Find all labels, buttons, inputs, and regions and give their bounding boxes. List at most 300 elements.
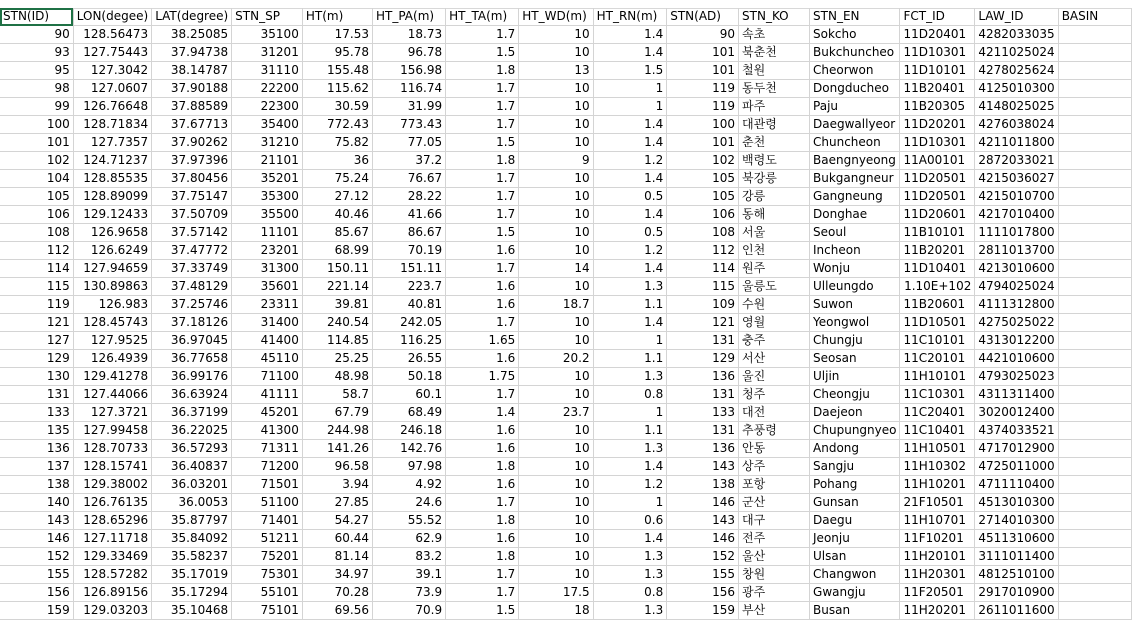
cell-stn-sp[interactable]: 23201 <box>232 242 303 260</box>
cell-stn-sp[interactable]: 31201 <box>232 44 303 62</box>
cell-law-id[interactable]: 4725011000 <box>975 458 1058 476</box>
cell-ht-pa[interactable]: 68.49 <box>372 404 445 422</box>
cell-stn-en[interactable]: Cheongju <box>810 386 900 404</box>
cell-ht-rn[interactable]: 1 <box>593 332 667 350</box>
cell-ht-wd[interactable]: 10 <box>519 116 593 134</box>
cell-stn-sp[interactable]: 51100 <box>232 494 303 512</box>
cell-ht[interactable]: 68.99 <box>302 242 372 260</box>
cell-stn-ko[interactable]: 울산 <box>739 548 810 566</box>
cell-ht-pa[interactable]: 24.6 <box>372 494 445 512</box>
cell-lat[interactable]: 35.87797 <box>152 512 232 530</box>
cell-ht[interactable]: 150.11 <box>302 260 372 278</box>
cell-stn-ad[interactable]: 108 <box>667 224 739 242</box>
cell-stn-id[interactable]: 99 <box>0 98 73 116</box>
cell-ht-pa[interactable]: 62.9 <box>372 530 445 548</box>
cell-lon[interactable]: 128.70733 <box>73 440 151 458</box>
cell-fct-id[interactable]: 11D10101 <box>900 62 975 80</box>
cell-stn-sp[interactable]: 45110 <box>232 350 303 368</box>
cell-stn-ad[interactable]: 129 <box>667 350 739 368</box>
cell-fct-id[interactable]: 11C10101 <box>900 332 975 350</box>
cell-basin[interactable] <box>1058 584 1131 602</box>
cell-ht-rn[interactable]: 0.5 <box>593 224 667 242</box>
cell-lon[interactable]: 126.9658 <box>73 224 151 242</box>
cell-ht[interactable]: 95.78 <box>302 44 372 62</box>
cell-stn-ko[interactable]: 파주 <box>739 98 810 116</box>
cell-lon[interactable]: 126.6249 <box>73 242 151 260</box>
cell-ht[interactable]: 96.58 <box>302 458 372 476</box>
cell-stn-ad[interactable]: 100 <box>667 116 739 134</box>
cell-ht-wd[interactable]: 10 <box>519 224 593 242</box>
cell-fct-id[interactable]: 11D20201 <box>900 116 975 134</box>
cell-ht[interactable]: 141.26 <box>302 440 372 458</box>
cell-ht[interactable]: 60.44 <box>302 530 372 548</box>
cell-stn-id[interactable]: 155 <box>0 566 73 584</box>
cell-ht-wd[interactable]: 9 <box>519 152 593 170</box>
cell-stn-ad[interactable]: 152 <box>667 548 739 566</box>
cell-stn-ad[interactable]: 143 <box>667 512 739 530</box>
cell-lat[interactable]: 37.80456 <box>152 170 232 188</box>
header-cell-ht-ta[interactable]: HT_TA(m) <box>446 8 519 26</box>
cell-stn-ad[interactable]: 114 <box>667 260 739 278</box>
cell-stn-sp[interactable]: 75301 <box>232 566 303 584</box>
cell-law-id[interactable]: 4313012200 <box>975 332 1058 350</box>
cell-stn-en[interactable]: Wonju <box>810 260 900 278</box>
cell-ht-wd[interactable]: 10 <box>519 80 593 98</box>
cell-lon[interactable]: 127.0607 <box>73 80 151 98</box>
cell-basin[interactable] <box>1058 332 1131 350</box>
cell-ht[interactable]: 67.79 <box>302 404 372 422</box>
cell-lon[interactable]: 126.4939 <box>73 350 151 368</box>
cell-ht-ta[interactable]: 1.7 <box>446 116 519 134</box>
cell-stn-id[interactable]: 114 <box>0 260 73 278</box>
cell-fct-id[interactable]: 11F20501 <box>900 584 975 602</box>
cell-lat[interactable]: 36.63924 <box>152 386 232 404</box>
cell-ht-ta[interactable]: 1.7 <box>446 206 519 224</box>
cell-lon[interactable]: 127.94659 <box>73 260 151 278</box>
cell-stn-sp[interactable]: 71501 <box>232 476 303 494</box>
cell-law-id[interactable]: 4215036027 <box>975 170 1058 188</box>
cell-ht[interactable]: 27.85 <box>302 494 372 512</box>
cell-stn-en[interactable]: Daegu <box>810 512 900 530</box>
cell-ht-ta[interactable]: 1.7 <box>446 566 519 584</box>
cell-stn-ad[interactable]: 155 <box>667 566 739 584</box>
cell-stn-sp[interactable]: 31210 <box>232 134 303 152</box>
cell-stn-en[interactable]: Changwon <box>810 566 900 584</box>
cell-stn-ad[interactable]: 131 <box>667 422 739 440</box>
cell-stn-sp[interactable]: 11101 <box>232 224 303 242</box>
cell-lat[interactable]: 36.97045 <box>152 332 232 350</box>
cell-ht-pa[interactable]: 41.66 <box>372 206 445 224</box>
cell-ht-rn[interactable]: 1.4 <box>593 134 667 152</box>
cell-ht-pa[interactable]: 39.1 <box>372 566 445 584</box>
cell-fct-id[interactable]: 11F10201 <box>900 530 975 548</box>
cell-stn-sp[interactable]: 22300 <box>232 98 303 116</box>
cell-stn-ko[interactable]: 북춘천 <box>739 44 810 62</box>
cell-ht-ta[interactable]: 1.6 <box>446 530 519 548</box>
cell-lat[interactable]: 35.10468 <box>152 602 232 620</box>
cell-ht-pa[interactable]: 242.05 <box>372 314 445 332</box>
cell-stn-en[interactable]: Suwon <box>810 296 900 314</box>
cell-ht-ta[interactable]: 1.5 <box>446 44 519 62</box>
cell-stn-sp[interactable]: 35300 <box>232 188 303 206</box>
cell-law-id[interactable]: 4511310600 <box>975 530 1058 548</box>
cell-stn-ad[interactable]: 138 <box>667 476 739 494</box>
cell-fct-id[interactable]: 11C10301 <box>900 386 975 404</box>
cell-ht[interactable]: 48.98 <box>302 368 372 386</box>
cell-law-id[interactable]: 1111017800 <box>975 224 1058 242</box>
cell-stn-ad[interactable]: 121 <box>667 314 739 332</box>
cell-fct-id[interactable]: 11B10101 <box>900 224 975 242</box>
header-cell-stn-en[interactable]: STN_EN <box>810 8 900 26</box>
cell-stn-id[interactable]: 90 <box>0 26 73 44</box>
cell-ht-pa[interactable]: 76.67 <box>372 170 445 188</box>
cell-lon[interactable]: 127.3042 <box>73 62 151 80</box>
cell-stn-id[interactable]: 102 <box>0 152 73 170</box>
cell-basin[interactable] <box>1058 386 1131 404</box>
cell-stn-ad[interactable]: 131 <box>667 332 739 350</box>
cell-lat[interactable]: 37.67713 <box>152 116 232 134</box>
cell-basin[interactable] <box>1058 80 1131 98</box>
cell-basin[interactable] <box>1058 422 1131 440</box>
cell-stn-sp[interactable]: 22200 <box>232 80 303 98</box>
cell-stn-sp[interactable]: 23311 <box>232 296 303 314</box>
cell-fct-id[interactable]: 11C10401 <box>900 422 975 440</box>
cell-ht-wd[interactable]: 23.7 <box>519 404 593 422</box>
cell-lon[interactable]: 127.44066 <box>73 386 151 404</box>
cell-law-id[interactable]: 4211011800 <box>975 134 1058 152</box>
cell-stn-id[interactable]: 131 <box>0 386 73 404</box>
cell-ht-rn[interactable]: 1.2 <box>593 152 667 170</box>
cell-stn-ko[interactable]: 청주 <box>739 386 810 404</box>
cell-ht-ta[interactable]: 1.7 <box>446 260 519 278</box>
cell-ht-rn[interactable]: 0.5 <box>593 188 667 206</box>
cell-ht-rn[interactable]: 0.6 <box>593 512 667 530</box>
cell-stn-en[interactable]: Daejeon <box>810 404 900 422</box>
cell-lon[interactable]: 127.9525 <box>73 332 151 350</box>
cell-basin[interactable] <box>1058 170 1131 188</box>
cell-fct-id[interactable]: 11D10301 <box>900 44 975 62</box>
cell-ht[interactable]: 40.46 <box>302 206 372 224</box>
cell-ht-ta[interactable]: 1.6 <box>446 476 519 494</box>
cell-stn-ko[interactable]: 충주 <box>739 332 810 350</box>
cell-ht-rn[interactable]: 1.4 <box>593 116 667 134</box>
cell-stn-ko[interactable]: 동해 <box>739 206 810 224</box>
cell-law-id[interactable]: 4794025024 <box>975 278 1058 296</box>
cell-stn-ad[interactable]: 119 <box>667 80 739 98</box>
cell-stn-id[interactable]: 101 <box>0 134 73 152</box>
cell-ht-pa[interactable]: 116.74 <box>372 80 445 98</box>
cell-lon[interactable]: 126.76135 <box>73 494 151 512</box>
cell-law-id[interactable]: 4211025024 <box>975 44 1058 62</box>
cell-ht-ta[interactable]: 1.7 <box>446 98 519 116</box>
cell-law-id[interactable]: 4711110400 <box>975 476 1058 494</box>
cell-law-id[interactable]: 2611011600 <box>975 602 1058 620</box>
cell-stn-en[interactable]: Seoul <box>810 224 900 242</box>
cell-lon[interactable]: 129.12433 <box>73 206 151 224</box>
cell-law-id[interactable]: 4215010700 <box>975 188 1058 206</box>
cell-ht-pa[interactable]: 18.73 <box>372 26 445 44</box>
cell-stn-ad[interactable]: 131 <box>667 386 739 404</box>
cell-stn-en[interactable]: Gangneung <box>810 188 900 206</box>
cell-basin[interactable] <box>1058 476 1131 494</box>
cell-stn-sp[interactable]: 41111 <box>232 386 303 404</box>
cell-ht[interactable]: 772.43 <box>302 116 372 134</box>
cell-ht-wd[interactable]: 10 <box>519 44 593 62</box>
cell-stn-sp[interactable]: 41300 <box>232 422 303 440</box>
cell-ht-rn[interactable]: 1.3 <box>593 548 667 566</box>
cell-ht-wd[interactable]: 10 <box>519 458 593 476</box>
cell-ht-ta[interactable]: 1.5 <box>446 134 519 152</box>
cell-ht[interactable]: 69.56 <box>302 602 372 620</box>
cell-fct-id[interactable]: 11C20101 <box>900 350 975 368</box>
cell-lon[interactable]: 126.76648 <box>73 98 151 116</box>
cell-ht-wd[interactable]: 10 <box>519 440 593 458</box>
cell-stn-sp[interactable]: 35601 <box>232 278 303 296</box>
cell-ht[interactable]: 36 <box>302 152 372 170</box>
cell-basin[interactable] <box>1058 440 1131 458</box>
cell-basin[interactable] <box>1058 404 1131 422</box>
cell-ht-ta[interactable]: 1.8 <box>446 152 519 170</box>
cell-stn-id[interactable]: 95 <box>0 62 73 80</box>
cell-ht[interactable]: 244.98 <box>302 422 372 440</box>
cell-stn-id[interactable]: 156 <box>0 584 73 602</box>
cell-ht-ta[interactable]: 1.6 <box>446 278 519 296</box>
cell-ht[interactable]: 25.25 <box>302 350 372 368</box>
cell-ht[interactable]: 27.12 <box>302 188 372 206</box>
cell-lat[interactable]: 37.47772 <box>152 242 232 260</box>
header-cell-ht-rn[interactable]: HT_RN(m) <box>593 8 667 26</box>
cell-ht-ta[interactable]: 1.7 <box>446 188 519 206</box>
cell-ht-pa[interactable]: 73.9 <box>372 584 445 602</box>
cell-fct-id[interactable]: 11D20501 <box>900 170 975 188</box>
cell-ht-wd[interactable]: 18 <box>519 602 593 620</box>
cell-stn-en[interactable]: Chungju <box>810 332 900 350</box>
cell-stn-ad[interactable]: 105 <box>667 188 739 206</box>
cell-stn-id[interactable]: 106 <box>0 206 73 224</box>
cell-stn-en[interactable]: Busan <box>810 602 900 620</box>
cell-ht-wd[interactable]: 18.7 <box>519 296 593 314</box>
cell-ht[interactable]: 115.62 <box>302 80 372 98</box>
cell-stn-en[interactable]: Incheon <box>810 242 900 260</box>
cell-basin[interactable] <box>1058 530 1131 548</box>
cell-ht-rn[interactable]: 1.1 <box>593 296 667 314</box>
cell-ht[interactable]: 75.82 <box>302 134 372 152</box>
cell-stn-ad[interactable]: 115 <box>667 278 739 296</box>
cell-stn-ko[interactable]: 안동 <box>739 440 810 458</box>
cell-stn-id[interactable]: 104 <box>0 170 73 188</box>
cell-basin[interactable] <box>1058 548 1131 566</box>
cell-ht[interactable]: 58.7 <box>302 386 372 404</box>
cell-fct-id[interactable]: 1.10E+102 <box>900 278 975 296</box>
cell-stn-en[interactable]: Sokcho <box>810 26 900 44</box>
cell-stn-ko[interactable]: 상주 <box>739 458 810 476</box>
cell-fct-id[interactable]: 11H10501 <box>900 440 975 458</box>
cell-stn-id[interactable]: 138 <box>0 476 73 494</box>
cell-ht-ta[interactable]: 1.4 <box>446 404 519 422</box>
cell-lon[interactable]: 128.71834 <box>73 116 151 134</box>
cell-basin[interactable] <box>1058 242 1131 260</box>
cell-ht-pa[interactable]: 60.1 <box>372 386 445 404</box>
cell-ht[interactable]: 155.48 <box>302 62 372 80</box>
cell-ht-ta[interactable]: 1.6 <box>446 296 519 314</box>
cell-stn-ko[interactable]: 추풍령 <box>739 422 810 440</box>
cell-ht-rn[interactable]: 1.3 <box>593 368 667 386</box>
cell-ht-pa[interactable]: 55.52 <box>372 512 445 530</box>
cell-ht-ta[interactable]: 1.6 <box>446 440 519 458</box>
cell-stn-id[interactable]: 119 <box>0 296 73 314</box>
cell-stn-en[interactable]: Chupungnyeo <box>810 422 900 440</box>
cell-basin[interactable] <box>1058 368 1131 386</box>
cell-stn-sp[interactable]: 71401 <box>232 512 303 530</box>
cell-stn-id[interactable]: 105 <box>0 188 73 206</box>
cell-ht-pa[interactable]: 773.43 <box>372 116 445 134</box>
cell-stn-en[interactable]: Pohang <box>810 476 900 494</box>
cell-basin[interactable] <box>1058 278 1131 296</box>
cell-lat[interactable]: 37.97396 <box>152 152 232 170</box>
cell-lat[interactable]: 38.25085 <box>152 26 232 44</box>
cell-basin[interactable] <box>1058 152 1131 170</box>
cell-stn-ad[interactable]: 112 <box>667 242 739 260</box>
cell-law-id[interactable]: 4311311400 <box>975 386 1058 404</box>
cell-ht-wd[interactable]: 10 <box>519 422 593 440</box>
cell-lon[interactable]: 128.65296 <box>73 512 151 530</box>
cell-ht-ta[interactable]: 1.65 <box>446 332 519 350</box>
cell-ht-rn[interactable]: 1 <box>593 404 667 422</box>
cell-stn-ad[interactable]: 159 <box>667 602 739 620</box>
cell-lon[interactable]: 126.983 <box>73 296 151 314</box>
cell-ht-rn[interactable]: 1.4 <box>593 206 667 224</box>
cell-ht-pa[interactable]: 86.67 <box>372 224 445 242</box>
cell-fct-id[interactable]: 11B20401 <box>900 80 975 98</box>
cell-ht[interactable]: 34.97 <box>302 566 372 584</box>
cell-stn-ko[interactable]: 백령도 <box>739 152 810 170</box>
cell-basin[interactable] <box>1058 188 1131 206</box>
cell-ht-pa[interactable]: 246.18 <box>372 422 445 440</box>
cell-ht-rn[interactable]: 1.3 <box>593 278 667 296</box>
cell-ht-wd[interactable]: 10 <box>519 332 593 350</box>
cell-ht-ta[interactable]: 1.7 <box>446 26 519 44</box>
cell-ht-rn[interactable]: 0.8 <box>593 386 667 404</box>
cell-fct-id[interactable]: 11D20601 <box>900 206 975 224</box>
cell-law-id[interactable]: 4111312800 <box>975 296 1058 314</box>
cell-basin[interactable] <box>1058 350 1131 368</box>
cell-ht-pa[interactable]: 97.98 <box>372 458 445 476</box>
header-cell-law-id[interactable]: LAW_ID <box>975 8 1058 26</box>
cell-law-id[interactable]: 4374033521 <box>975 422 1058 440</box>
cell-lat[interactable]: 37.48129 <box>152 278 232 296</box>
cell-ht-wd[interactable]: 10 <box>519 188 593 206</box>
cell-ht-pa[interactable]: 83.2 <box>372 548 445 566</box>
header-cell-ht[interactable]: HT(m) <box>302 8 372 26</box>
cell-fct-id[interactable]: 11H10101 <box>900 368 975 386</box>
cell-stn-ad[interactable]: 136 <box>667 440 739 458</box>
cell-ht-wd[interactable]: 10 <box>519 368 593 386</box>
cell-stn-sp[interactable]: 45201 <box>232 404 303 422</box>
cell-ht-wd[interactable]: 10 <box>519 548 593 566</box>
cell-ht-rn[interactable]: 1.3 <box>593 566 667 584</box>
cell-stn-ad[interactable]: 143 <box>667 458 739 476</box>
cell-ht-ta[interactable]: 1.5 <box>446 602 519 620</box>
cell-lat[interactable]: 36.0053 <box>152 494 232 512</box>
cell-ht-pa[interactable]: 70.19 <box>372 242 445 260</box>
cell-law-id[interactable]: 2917010900 <box>975 584 1058 602</box>
cell-lon[interactable]: 128.45743 <box>73 314 151 332</box>
cell-lon[interactable]: 126.89156 <box>73 584 151 602</box>
cell-stn-ad[interactable]: 101 <box>667 44 739 62</box>
cell-law-id[interactable]: 4513010300 <box>975 494 1058 512</box>
cell-ht-pa[interactable]: 156.98 <box>372 62 445 80</box>
cell-stn-ko[interactable]: 대구 <box>739 512 810 530</box>
cell-stn-ko[interactable]: 원주 <box>739 260 810 278</box>
cell-ht-wd[interactable]: 10 <box>519 170 593 188</box>
cell-lon[interactable]: 127.7357 <box>73 134 151 152</box>
cell-stn-id[interactable]: 115 <box>0 278 73 296</box>
cell-stn-ko[interactable]: 수원 <box>739 296 810 314</box>
cell-basin[interactable] <box>1058 512 1131 530</box>
header-cell-fct-id[interactable]: FCT_ID <box>900 8 975 26</box>
cell-stn-id[interactable]: 121 <box>0 314 73 332</box>
cell-stn-ad[interactable]: 119 <box>667 98 739 116</box>
cell-ht-pa[interactable]: 70.9 <box>372 602 445 620</box>
cell-ht-rn[interactable]: 1.1 <box>593 350 667 368</box>
cell-law-id[interactable]: 4217010400 <box>975 206 1058 224</box>
cell-ht-wd[interactable]: 10 <box>519 242 593 260</box>
cell-lat[interactable]: 36.40837 <box>152 458 232 476</box>
cell-stn-ko[interactable]: 춘천 <box>739 134 810 152</box>
cell-law-id[interactable]: 4213010600 <box>975 260 1058 278</box>
cell-ht-rn[interactable]: 0.8 <box>593 584 667 602</box>
cell-stn-ko[interactable]: 북강릉 <box>739 170 810 188</box>
cell-ht-wd[interactable]: 10 <box>519 494 593 512</box>
cell-stn-id[interactable]: 112 <box>0 242 73 260</box>
cell-stn-ko[interactable]: 전주 <box>739 530 810 548</box>
cell-stn-ad[interactable]: 146 <box>667 494 739 512</box>
cell-stn-sp[interactable]: 41400 <box>232 332 303 350</box>
cell-ht-rn[interactable]: 1.4 <box>593 260 667 278</box>
cell-ht[interactable]: 240.54 <box>302 314 372 332</box>
cell-ht-rn[interactable]: 1.5 <box>593 62 667 80</box>
cell-ht-ta[interactable]: 1.6 <box>446 350 519 368</box>
cell-ht-wd[interactable]: 17.5 <box>519 584 593 602</box>
cell-ht-wd[interactable]: 13 <box>519 62 593 80</box>
cell-ht[interactable]: 221.14 <box>302 278 372 296</box>
cell-stn-en[interactable]: Bukgangneur <box>810 170 900 188</box>
cell-stn-id[interactable]: 152 <box>0 548 73 566</box>
cell-fct-id[interactable]: 11H10701 <box>900 512 975 530</box>
cell-ht-wd[interactable]: 10 <box>519 476 593 494</box>
cell-lat[interactable]: 37.75147 <box>152 188 232 206</box>
cell-ht-pa[interactable]: 28.22 <box>372 188 445 206</box>
header-cell-stn-ko[interactable]: STN_KO <box>739 8 810 26</box>
cell-lon[interactable]: 128.85535 <box>73 170 151 188</box>
cell-basin[interactable] <box>1058 260 1131 278</box>
cell-stn-sp[interactable]: 35400 <box>232 116 303 134</box>
cell-fct-id[interactable]: 11D10401 <box>900 260 975 278</box>
cell-ht-rn[interactable]: 1.4 <box>593 44 667 62</box>
cell-lat[interactable]: 35.84092 <box>152 530 232 548</box>
cell-ht-wd[interactable]: 10 <box>519 98 593 116</box>
cell-stn-ko[interactable]: 울릉도 <box>739 278 810 296</box>
cell-ht-wd[interactable]: 14 <box>519 260 593 278</box>
cell-ht-ta[interactable]: 1.8 <box>446 62 519 80</box>
cell-stn-en[interactable]: Cheorwon <box>810 62 900 80</box>
cell-lon[interactable]: 129.41278 <box>73 368 151 386</box>
cell-stn-en[interactable]: Yeongwol <box>810 314 900 332</box>
cell-stn-en[interactable]: Donghae <box>810 206 900 224</box>
cell-fct-id[interactable]: 11H10302 <box>900 458 975 476</box>
cell-law-id[interactable]: 2714010300 <box>975 512 1058 530</box>
cell-stn-ko[interactable]: 철원 <box>739 62 810 80</box>
